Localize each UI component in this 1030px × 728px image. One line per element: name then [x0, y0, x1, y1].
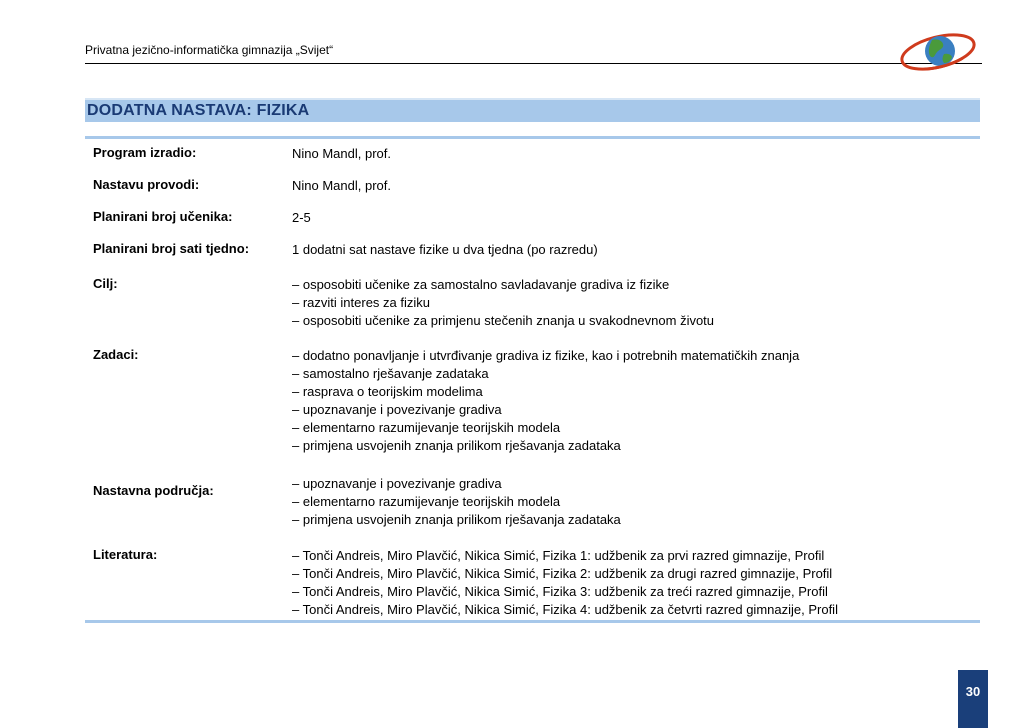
row-label: Program izradio: — [93, 145, 197, 160]
list-item: – razviti interes za fiziku — [292, 294, 714, 312]
page-number-badge: 30 — [958, 670, 988, 728]
school-name: Privatna jezično-informatička gimnazija „Svijet“ — [85, 43, 334, 57]
row-value: Nino Mandl, prof. — [292, 178, 391, 193]
list-item: – rasprava o teorijskim modelima — [292, 383, 799, 401]
row-value: 2-5 — [292, 210, 311, 225]
row-value — [292, 547, 838, 619]
row-value — [292, 276, 714, 330]
section-title: DODATNA NASTAVA: FIZIKA — [87, 102, 310, 119]
row-label: Cilj: — [93, 276, 118, 291]
header-rule — [85, 63, 982, 64]
row-label: Planirani broj sati tjedno: — [93, 241, 250, 256]
row-value: 1 dodatni sat nastave fizike u dva tjedna (po razredu) — [292, 242, 598, 257]
globe-logo-icon — [898, 26, 980, 78]
row-label: Zadaci: — [93, 347, 139, 362]
list-item: – Tonči Andreis, Miro Plavčić, Nikica Simić, Fizika 2: udžbenik za drugi razred gimnazije, Profil — [292, 565, 838, 583]
section-bar — [85, 98, 980, 122]
list-item: – osposobiti učenike za samostalno savladavanje gradiva iz fizike — [292, 276, 714, 294]
row-label: Literatura: — [93, 547, 158, 562]
list-item: – samostalno rješavanje zadataka — [292, 365, 799, 383]
list-item: – elementarno razumijevanje teorijskih modela — [292, 419, 799, 437]
list-item: – Tonči Andreis, Miro Plavčić, Nikica Simić, Fizika 4: udžbenik za četvrti razred gimnazije, Profil — [292, 601, 838, 619]
list-item: – upoznavanje i povezivanje gradiva — [292, 475, 621, 493]
table-top-rule — [85, 136, 980, 139]
list-item: – Tonči Andreis, Miro Plavčić, Nikica Simić, Fizika 3: udžbenik za treći razred gimnazije, Profil — [292, 583, 838, 601]
list-item: – primjena usvojenih znanja prilikom rješavanja zadataka — [292, 511, 621, 529]
table-bottom-rule — [85, 620, 980, 623]
list-item: – dodatno ponavljanje i utvrđivanje gradiva iz fizike, kao i potrebnih matematičkih znanja — [292, 347, 799, 365]
list-item: – primjena usvojenih znanja prilikom rješavanja zadataka — [292, 437, 799, 455]
row-label: Planirani broj učenika: — [93, 209, 233, 224]
list-item: – Tonči Andreis, Miro Plavčić, Nikica Simić, Fizika 1: udžbenik za prvi razred gimnazije, Profil — [292, 547, 838, 565]
list-item: – osposobiti učenike za primjenu stečenih znanja u svakodnevnom životu — [292, 312, 714, 330]
row-value: Nino Mandl, prof. — [292, 146, 391, 161]
row-value — [292, 347, 799, 455]
list-item: – elementarno razumijevanje teorijskih modela — [292, 493, 621, 511]
row-label: Nastavu provodi: — [93, 177, 200, 192]
row-value — [292, 475, 621, 529]
list-item: – upoznavanje i povezivanje gradiva — [292, 401, 799, 419]
row-label: Nastavna područja: — [93, 483, 214, 498]
